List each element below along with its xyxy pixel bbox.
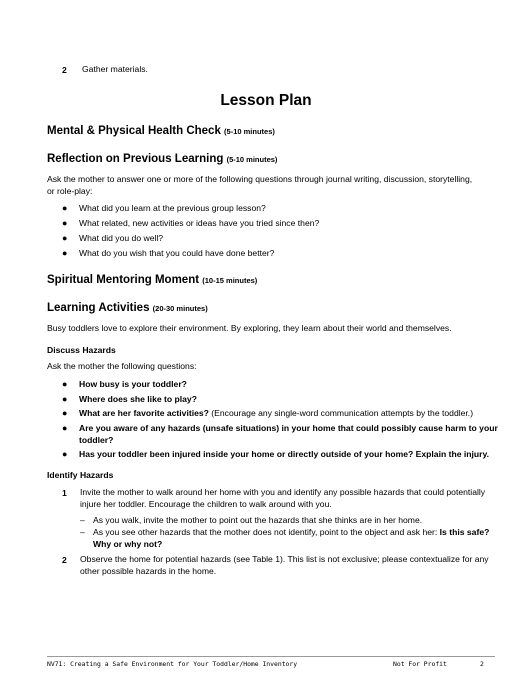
bullet-icon: ●	[62, 408, 68, 418]
identify-step-2-number: 2	[62, 555, 67, 565]
reflection-bullet-4: ● What do you wish that you could have done better?	[62, 248, 275, 258]
discuss-hazards-heading: Discuss Hazards	[47, 345, 116, 355]
step-text-top: Gather materials.	[82, 64, 148, 74]
health-check-time: (5-10 minutes)	[224, 127, 275, 136]
bullet-icon: ●	[62, 449, 68, 459]
reflection-title: Reflection on Previous Learning	[47, 153, 224, 165]
discuss-question-1: ● How busy is your toddler?	[62, 379, 187, 389]
health-check-title: Mental & Physical Health Check	[47, 125, 221, 137]
learning-heading	[47, 301, 208, 316]
page-title: Lesson Plan	[220, 92, 312, 109]
identify-sub-1: – As you walk, invite the mother to point out the hazards that she thinks are in her home.	[80, 515, 423, 525]
reflection-intro: Ask the mother to answer one or more of the following questions through journal writing, discussion, storytelling, or role-play:	[47, 174, 473, 196]
footer-not-for-profit: Not For Profit	[393, 660, 447, 668]
dash-icon: –	[80, 527, 85, 537]
discuss-question-4: ● Are you aware of any hazards (unsafe situations) in your home that could possibly cause harm to your toddler?	[62, 423, 498, 445]
discuss-question-5: ● Has your toddler been injured inside your home or directly outside of your home? Explain the injury.	[62, 449, 490, 459]
identify-step-1-text: Invite the mother to walk around her home with you and identify any possible hazards that could potentially injure her toddler. Encourage the children to walk around with you.	[80, 487, 486, 509]
bullet-icon: ●	[62, 233, 68, 243]
discuss-intro: Ask the mother the following questions:	[47, 361, 197, 371]
bullet-icon: ●	[62, 379, 68, 389]
reflection-bullet-1: ● What did you learn at the previous group lesson?	[62, 203, 266, 213]
bullet-icon: ●	[62, 423, 68, 433]
reflection-heading	[47, 152, 277, 167]
spiritual-time: (10-15 minutes)	[202, 276, 258, 285]
reflection-bullet-3: ● What did you do well?	[62, 233, 164, 243]
spiritual-heading	[47, 273, 257, 288]
bullet-icon: ●	[62, 218, 68, 228]
learning-title: Learning Activities	[47, 302, 150, 314]
dash-icon: –	[80, 515, 85, 525]
learning-time: (20-30 minutes)	[152, 304, 208, 313]
discuss-question-2: ● Where does she like to play?	[62, 394, 197, 404]
reflection-time: (5-10 minutes)	[226, 155, 278, 164]
bullet-icon: ●	[62, 394, 68, 404]
reflection-bullet-2: ● What related, new activities or ideas have you tried since then?	[62, 218, 320, 228]
identify-step-2-text: Observe the home for potential hazards (see Table 1). This list is not exclusive; please contextualize for any other possible hazards in the home.	[80, 554, 489, 576]
identify-sub-2: – As you see other hazards that the mother does not identify, point to the object and ask her: Is this safe? Why or why not?	[80, 527, 490, 549]
bullet-icon: ●	[62, 203, 68, 213]
identify-hazards-heading: Identify Hazards	[47, 470, 114, 480]
step-number-top: 2	[62, 65, 67, 75]
footer-page-number: 2	[480, 660, 484, 668]
footer-document-title: NV71: Creating a Safe Environment for Your Toddler/Home Inventory	[47, 660, 298, 668]
learning-intro: Busy toddlers love to explore their environment. By exploring, they learn about their world and themselves.	[47, 323, 452, 333]
health-check-heading	[47, 124, 275, 139]
discuss-question-3: ● What are her favorite activities? (Encourage any single-word communication attempts by the toddler.)	[62, 408, 474, 418]
footer-rule	[47, 656, 495, 657]
spiritual-title: Spiritual Mentoring Moment	[47, 274, 200, 286]
bullet-icon: ●	[62, 248, 68, 258]
identify-step-1-number: 1	[62, 488, 67, 498]
